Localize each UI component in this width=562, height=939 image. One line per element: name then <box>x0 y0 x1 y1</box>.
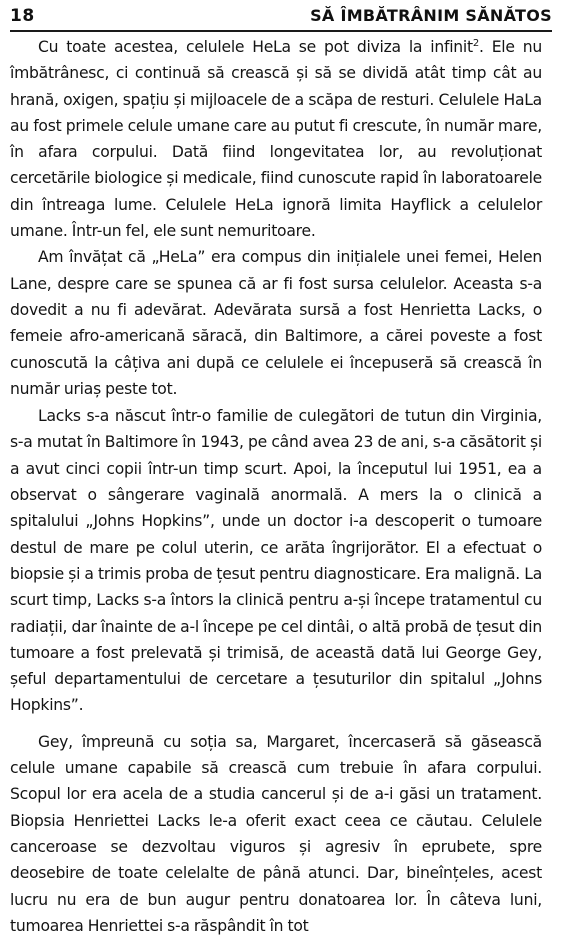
page-header <box>10 4 552 32</box>
paragraph-1 <box>10 34 542 244</box>
running-head-title: SĂ ÎMBĂTRÂNIM SĂNĂTOS <box>310 6 552 25</box>
page-number: 18 <box>10 6 35 26</box>
paragraph-1-text: Cu toate acestea, celulele HeLa se pot diviza la infinit <box>38 38 473 56</box>
footnote-reference: 2 <box>472 37 479 49</box>
paragraph-3: Lacks s-a născut într-o familie de culegători de tutun din Virginia, s-a mutat în Baltimore în 1943, pe când avea 23 de ani, s-a căsătorit și a avut cinci copii într-un timp scurt. Apoi, la începutul lui 1951, ea a observat o sângerare vaginală anormală. A mers la o clinică a spitalului „Johns Hopkins”, unde un doctor i-a descoperit o tumoare destul de mare pe colul uterin, ce arăta îngrijorător. El a efectuat o biopsie și a trimis proba de țesut pentru diagnosticare. Era malignă. La scurt timp, Lacks s-a întors la clinică pentru a-și începe tratamentul cu radiații, dar înainte de a-l începe pe cel dintâi, o altă probă de țesut din tumoare a fost prelevată și trimisă, de această dată lui George Gey, șeful departamentului de cercetare a țesuturilor din spitalul „Johns Hopkins”. <box>10 407 542 715</box>
body-text <box>10 34 542 939</box>
paragraph-1-text-continued: . Ele nu îmbătrânesc, ci continuă să crească și să se dividă atât timp cât au hrană, oxigen, spațiu și mijloacele de a scăpa de resturi. Celulele HaLa au fost primele celule umane care au putut fi crescute, în număr mare, în afara corpului. Dată fiind longevitatea lor, au revoluționat cercetările biologice și medicale, fiind cunoscute rapid în laboratoarele din întreaga lume. Celulele HeLa ignoră limita Hayflick a celulelor umane. Într-un fel, ele sunt nemuritoare. <box>10 38 543 241</box>
paragraph-2: Am învățat că „HeLa” era compus din inițialele unei femei, Helen Lane, despre care se spunea că ar fi fost sursa celulelor. Aceasta s-a dovedit a nu fi adevărat. Adevărata sursă a fost Henrietta Lacks, o femeie afro-americană săracă, din Baltimore, a cărei poveste a fost cunoscută la câțiva ani după ce celulele ei începuseră să crească în număr uriaș peste tot. <box>10 248 542 398</box>
paragraph-4: Gey, împreună cu soția sa, Margaret, încercaseră să găsească celule umane capabile să crească cum trebuie în afara corpului. Scopul lor era acela de a studia cancerul și de a-i găsi un tratament. Biopsia Henriettei Lacks le-a oferit exact ceea ce căutau. Celulele canceroase se dezvoltau viguros și agresiv în eprubete, spre deosebire de toate celelalte de până atunci. Dar, bineînțeles, acest lucru nu era de bun augur pentru donatoarea lor. În câteva luni, tumoarea Henriettei s-a răspândit în tot <box>10 732 542 935</box>
